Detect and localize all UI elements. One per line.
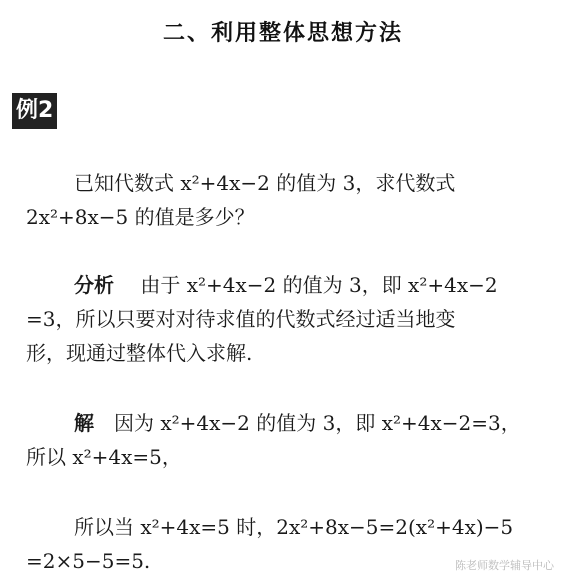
question-paragraph bbox=[26, 166, 546, 234]
watermark: 陈老师数学辅导中心 bbox=[455, 559, 554, 572]
solution-line-1: 因为 x²+4x−2 的值为 3，即 x²+4x−2=3， bbox=[114, 411, 521, 435]
solution-label: 解 bbox=[74, 411, 94, 435]
question-line-2: 2x²+8x−5 的值是多少？ bbox=[26, 205, 255, 229]
analysis-line-1: 由于 x²+4x−2 的值为 3，即 x²+4x−2 bbox=[140, 273, 498, 297]
solution-line-4: =2×5−5=5. bbox=[26, 549, 151, 573]
analysis-line-3: 形，现通过整体代入求解. bbox=[26, 341, 253, 365]
example-badge: 例2 bbox=[12, 93, 57, 129]
analysis-label: 分析 bbox=[74, 273, 114, 297]
solution-line-3: 所以当 x²+4x=5 时，2x²+8x−5=2(x²+4x)−5 bbox=[74, 515, 514, 539]
solution-paragraph bbox=[26, 406, 546, 474]
solution-line-2: 所以 x²+4x=5， bbox=[26, 445, 182, 469]
analysis-paragraph bbox=[26, 268, 546, 370]
analysis-line-2: =3，所以只要对对待求值的代数式经过适当地变 bbox=[26, 307, 456, 331]
section-heading: 二、利用整体思想方法 bbox=[162, 21, 403, 46]
question-line-1: 已知代数式 x²+4x−2 的值为 3，求代数式 bbox=[74, 171, 456, 195]
